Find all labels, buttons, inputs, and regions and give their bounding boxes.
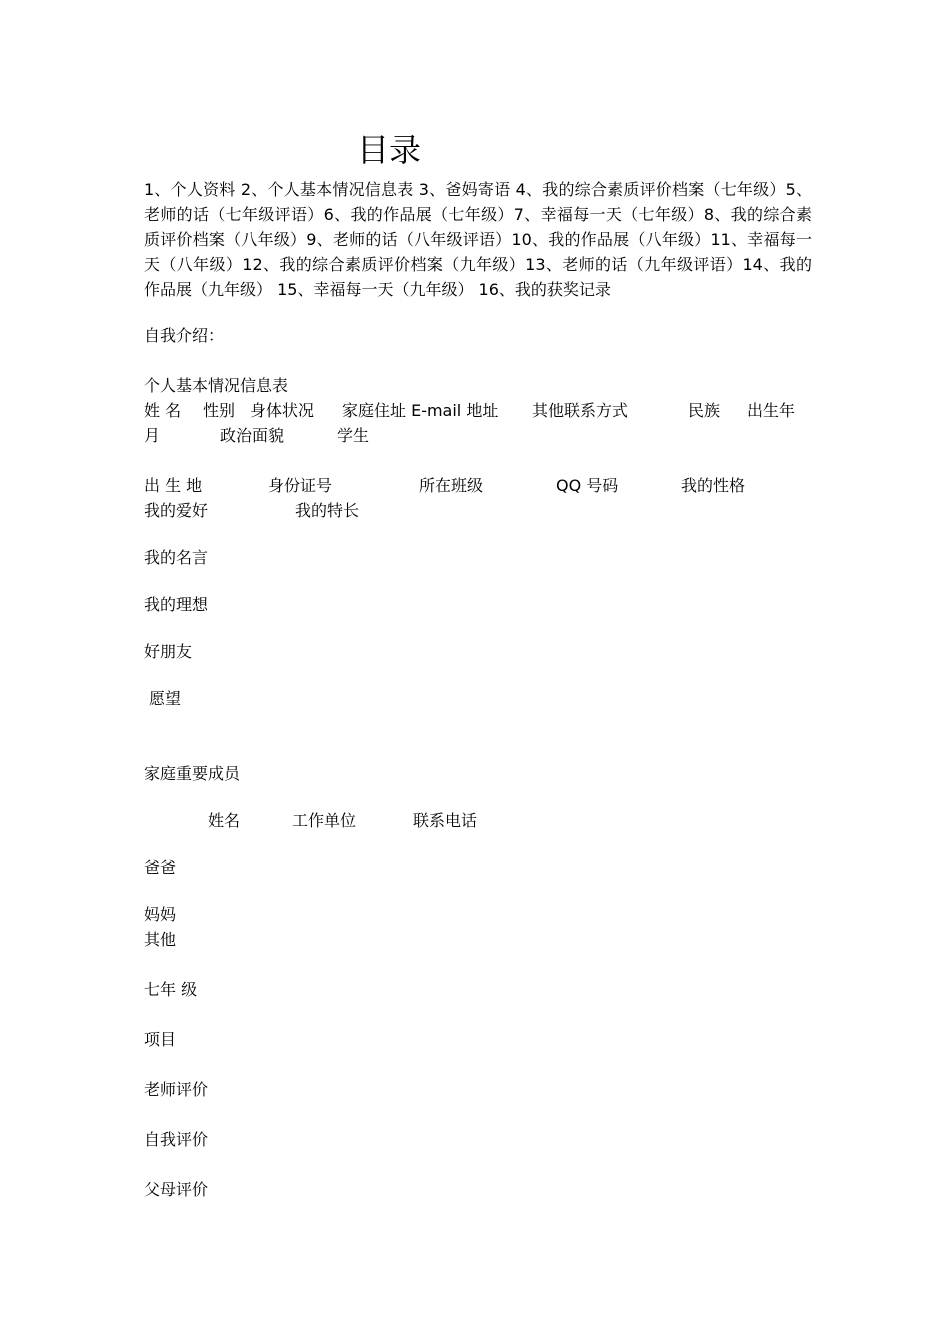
label-wish: 愿望: [149, 689, 182, 708]
label-class: 所在班级: [419, 476, 484, 495]
label-name: 姓 名: [144, 401, 182, 420]
label-ethnicity: 民族: [688, 401, 721, 420]
grade7-teacher-eval: 老师评价: [144, 1080, 209, 1099]
label-gender: 性别: [203, 401, 236, 420]
family-col-name: 姓名: [208, 811, 241, 830]
value-student: 学生: [337, 426, 370, 445]
label-birth-date-cont: 月: [144, 426, 161, 445]
label-political-status: 政治面貌: [220, 426, 285, 445]
label-ideal: 我的理想: [144, 595, 209, 614]
label-hobby: 我的爱好: [144, 501, 209, 520]
table-of-contents: 1、个人资料 2、个人基本情况信息表 3、爸妈寄语 4、我的综合素质评价档案（七年级）5、老师的话（七年级评语）6、我的作品展（七年级）7、幸福每一天（七年级）8、我的综合素质评价档案（八年级）9、老师的话（八年级评语）10、我的作品展（八年级）11、幸福每一天（八年级）12、我的综合素质评价档案（九年级）13、老师的话（九年级评语）14、我的作品展（九年级） 15、幸福每一天（九年级） 16、我的获奖记录: [144, 180, 812, 299]
self-intro-label: 自我介绍：: [144, 326, 225, 345]
label-birthplace: 出 生 地: [144, 476, 203, 495]
label-id-number: 身份证号: [268, 476, 333, 495]
label-address-email: 家庭住址 E-mail 地址: [342, 401, 499, 420]
family-col-work: 工作单位: [292, 811, 357, 830]
grade7-heading: 七年 级: [144, 980, 198, 999]
label-personality: 我的性格: [681, 476, 746, 495]
family-row-dad: 爸爸: [144, 858, 177, 877]
info-table-heading: 个人基本情况信息表: [144, 376, 289, 395]
grade7-item: 项目: [144, 1030, 177, 1049]
label-motto: 我的名言: [144, 548, 209, 567]
label-health: 身体状况: [250, 401, 315, 420]
label-specialty: 我的特长: [295, 501, 360, 520]
grade7-self-eval: 自我评价: [144, 1130, 209, 1149]
family-row-other: 其他: [144, 930, 177, 949]
label-birth-date: 出生年: [747, 401, 796, 420]
family-col-phone: 联系电话: [413, 811, 478, 830]
grade7-parent-eval: 父母评价: [144, 1180, 209, 1199]
label-qq: QQ 号码: [556, 476, 619, 495]
label-other-contact: 其他联系方式: [532, 401, 629, 420]
label-friends: 好朋友: [144, 642, 193, 661]
family-row-mom: 妈妈: [144, 905, 177, 924]
family-heading: 家庭重要成员: [144, 764, 241, 783]
page-title: 目录: [357, 131, 422, 169]
